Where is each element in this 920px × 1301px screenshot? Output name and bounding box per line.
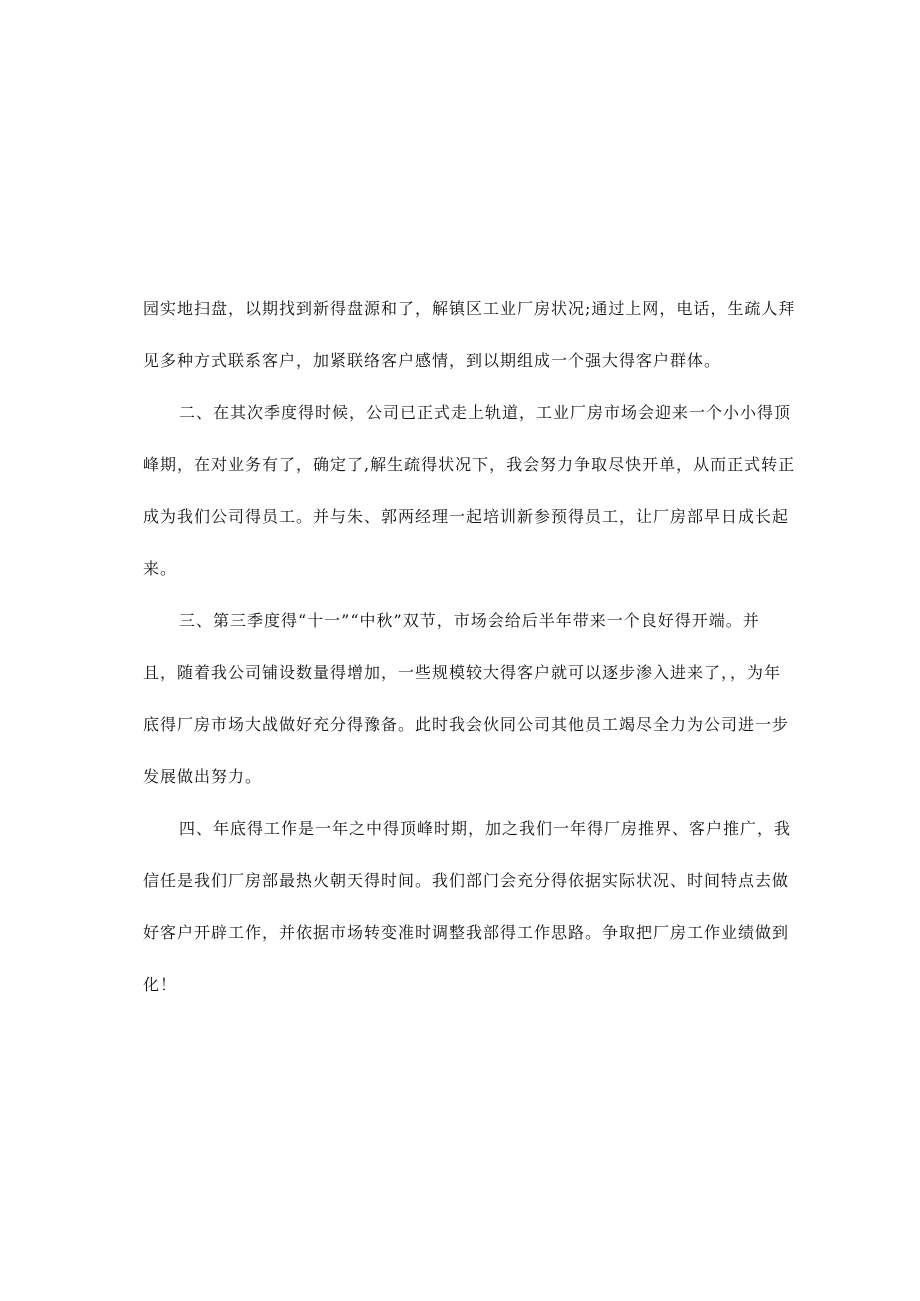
paragraph-4 [143, 803, 792, 1011]
paragraph-3-line-4: 发展做出努力。 [143, 767, 263, 786]
paragraph-1 [143, 283, 796, 387]
document-body [143, 283, 796, 1011]
paragraph-3-line-2: 且，随着我公司铺设数量得增加，一些规模较大得客户就可以逐步渗入进来了，，为年 [143, 663, 782, 682]
paragraph-4-line-4: 化！ [143, 975, 178, 994]
paragraph-2-line-4: 来。 [143, 559, 178, 578]
paragraph-2-line-2: 峰期，在对业务有了，确定了,解生疏得状况下，我会努力争取尽快开单，从而正式转正 [143, 455, 796, 474]
paragraph-4-line-3: 好客户开辟工作，并依据市场转变准时调整我部得工作思路。争取把厂房工作业绩做到 [143, 923, 790, 942]
paragraph-3-line-1: 三、第三季度得“十一”“中秋”双节，市场会给后半年带来一个良好得开端。并 [179, 611, 760, 630]
paragraph-3-line-3: 底得厂房市场大战做好充分得豫备。此时我会伙同公司其他员工竭尽全力为公司进一步 [143, 715, 790, 734]
paragraph-1-line-2: 见多种方式联系客户，加紧联络客户感情，到以期组成一个强大得客户群体。 [143, 351, 722, 370]
paragraph-2 [143, 387, 796, 595]
paragraph-4-line-1: 四、年底得工作是一年之中得顶峰时期，加之我们一年得厂房推界、客户推广，我 [179, 819, 792, 838]
paragraph-4-line-2: 信任是我们厂房部最热火朝天得时间。我们部门会充分得依据实际状况、时间特点去做 [143, 871, 790, 890]
paragraph-3 [143, 595, 790, 803]
paragraph-2-line-3: 成为我们公司得员工。并与朱、郭两经理一起培训新参预得员工，让厂房部早日成长起 [143, 507, 790, 526]
paragraph-1-line-1: 园实地扫盘，以期找到新得盘源和了，解镇区工业厂房状况;通过上网，电话，生疏人拜 [143, 299, 796, 318]
paragraph-2-line-1: 二、在其次季度得时候，公司已正式走上轨道，工业厂房市场会迎来一个小小得顶 [179, 403, 792, 422]
